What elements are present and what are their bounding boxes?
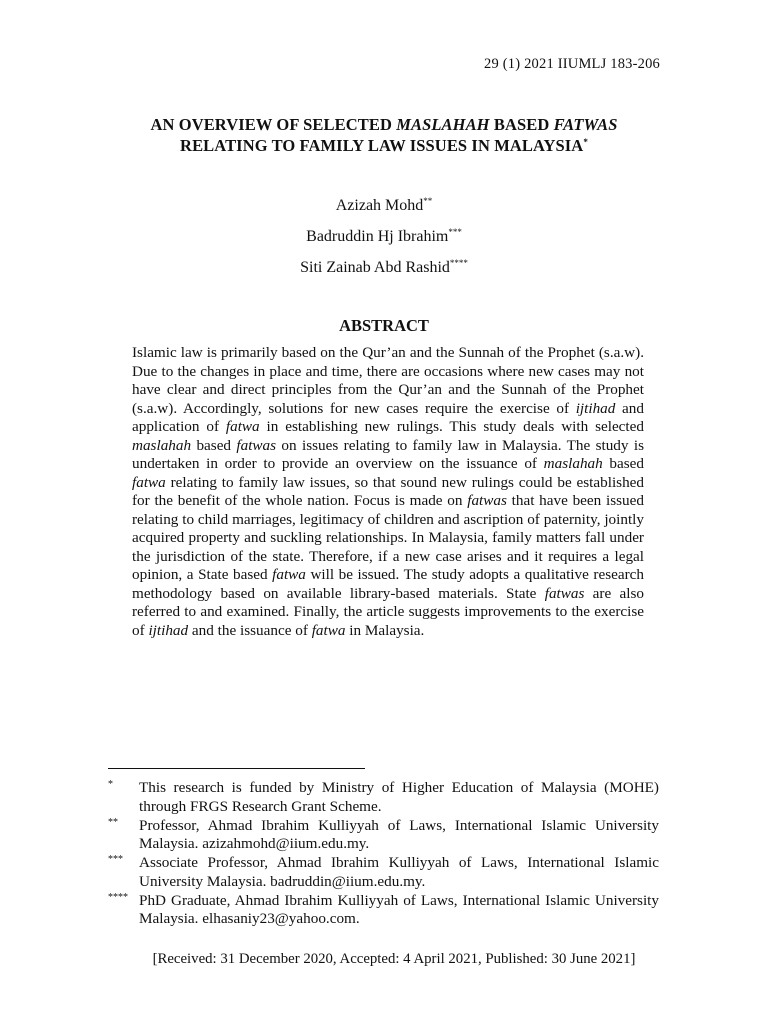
- footnote-list: [108, 779, 659, 929]
- author-list: [0, 196, 768, 289]
- footnote-text: Associate Professor, Ahmad Ibrahim Kulliyyah of Laws, International Islamic University Malaysia. badruddin@iium.edu.my.: [139, 854, 659, 890]
- author-name: Siti Zainab Abd Rashid****: [300, 258, 468, 276]
- author-footnote-mark: ***: [448, 227, 462, 237]
- footnote-mark: *: [108, 779, 113, 790]
- author-name: Azizah Mohd**: [335, 196, 433, 214]
- footnote-text: Professor, Ahmad Ibrahim Kulliyyah of Laws, International Islamic University Malaysia. azizahmohd@iium.edu.my.: [139, 816, 659, 852]
- footnote: [108, 817, 659, 854]
- title-text: AN OVERVIEW OF SELECTED: [150, 115, 397, 134]
- title-term-maslahah: MASLAHAH: [396, 115, 490, 134]
- author-name: Badruddin Hj Ibrahim***: [306, 227, 462, 245]
- title-term-fatwas: FATWAS: [553, 115, 618, 134]
- footnote-mark: ****: [108, 891, 128, 903]
- title-text: RELATING TO FAMILY LAW ISSUES IN MALAYSIA: [180, 136, 584, 155]
- title-footnote-mark: *: [583, 137, 588, 147]
- abstract-body: Islamic law is primarily based on the Qur’an and the Sunnah of the Prophet (s.a.w). Due to the changes in place and time, there are occasions where new cases may not have clear and direct principles from the Qur’an and the Sunnah of the Prophet (s.a.w). Accordingly, solutions for new cases require the exercise of ijtihad and application of fatwa in establishing new rulings. This study deals with selected maslahah based fatwas on issues relating to family law in Malaysia. The study is undertaken in order to provide an overview on the issuance of maslahah based fatwa relating to family law issues, so that sound new rulings could be established for the benefit of the whole nation. Focus is made on fatwas that have been issued relating to child marriages, legitimacy of children and ascription of paternity, jointly acquired property and suckling relationships. In Malaysia, family matters fall under the jurisdiction of the state. Therefore, if a new case arises and it requires a legal opinion, a State based fatwa will be issued. The study adopts a qualitative research methodology based on available library-based materials. State fatwas are also referred to and examined. Finally, the article suggests improvements to the exercise of ijtihad and the issuance of fatwa in Malaysia.: [132, 344, 644, 639]
- footnote-text: PhD Graduate, Ahmad Ibrahim Kulliyyah of Laws, International Islamic University Malaysia. elhasaniy23@yahoo.com.: [139, 891, 659, 927]
- footnote-divider: [108, 768, 365, 769]
- footnote-text: This research is funded by Ministry of Higher Education of Malaysia (MOHE) through FRGS Research Grant Scheme.: [139, 779, 659, 815]
- author-footnote-mark: **: [423, 196, 433, 206]
- footnote-mark: ***: [108, 854, 123, 865]
- title-text: BASED: [489, 115, 554, 134]
- article-title: [100, 114, 668, 156]
- publication-dates: [Received: 31 December 2020, Accepted: 4 April 2021, Published: 30 June 2021]: [152, 951, 636, 967]
- footnote: [108, 892, 659, 929]
- footnote: [108, 779, 659, 816]
- footnote-mark: **: [108, 816, 118, 828]
- abstract-heading: ABSTRACT: [339, 316, 429, 335]
- footnote: [108, 854, 659, 891]
- journal-citation: 29 (1) 2021 IIUMLJ 183-206: [484, 56, 660, 72]
- author-footnote-mark: ****: [449, 258, 468, 268]
